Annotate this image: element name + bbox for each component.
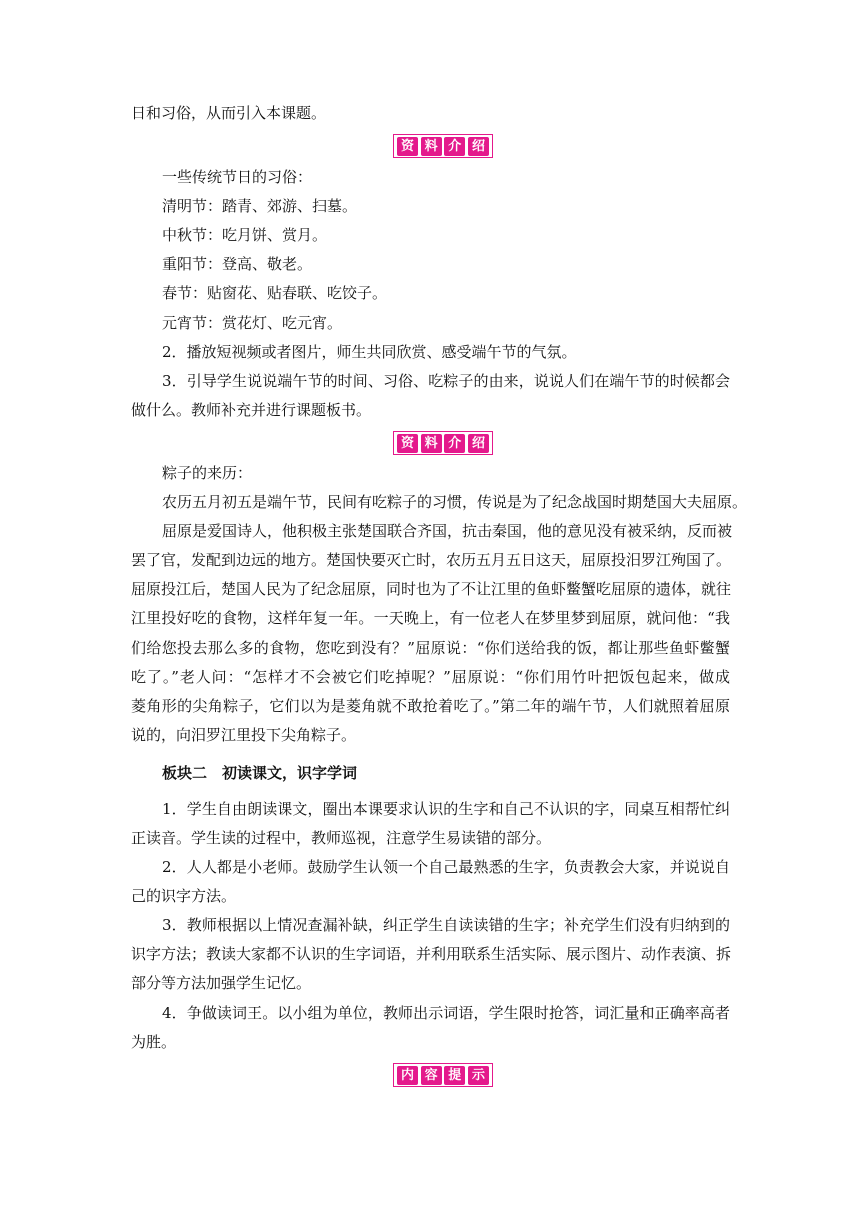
paragraph-line: 中秋节：吃月饼、赏月。 (162, 226, 328, 244)
paragraph-line: 3．教师根据以上情况查漏补缺，纠正学生自读读错的生字；补充学生们没有归纳到的 (162, 916, 730, 934)
resource-intro-badge (395, 135, 491, 157)
paragraph-line: 春节：贴窗花、贴春联、吃饺子。 (162, 284, 388, 302)
paragraph-line: 3．引导学生说说端午节的时间、习俗、吃粽子的由来，说说人们在端午节的时候都会 (162, 372, 730, 390)
badge-char: 绍 (468, 434, 489, 453)
paragraph-line: 正读音。学生读的过程中，教师巡视，注意学生易读错的部分。 (131, 829, 552, 847)
resource-intro-badge (395, 432, 491, 454)
paragraph-line: 罢了官，发配到边远的地方。楚国快要灭亡时，农历五月五日这天，屈原投汨罗江殉国了。 (131, 551, 732, 569)
paragraph-line: 为胜。 (131, 1033, 177, 1051)
paragraph-line: 们给您投去那么多的食物，您吃到没有？”屈原说：“你们送给我的饭，都让那些鱼虾鳖蟹 (131, 639, 730, 657)
badge-char: 提 (444, 1066, 465, 1085)
badge-char: 示 (468, 1066, 489, 1085)
badge-char: 介 (444, 434, 465, 453)
paragraph-line: 部分等方法加强学生记忆。 (131, 974, 312, 992)
badge-char: 资 (397, 434, 418, 453)
paragraph-line: 2．播放短视频或者图片，师生共同欣赏、感受端午节的气氛。 (162, 343, 577, 361)
paragraph-line: 重阳节：登高、敬老。 (162, 255, 313, 273)
paragraph-line: 日和习俗，从而引入本课题。 (131, 104, 327, 122)
paragraph-line: 江里投好吃的食物，这样年复一年。一天晚上，有一位老人在梦里梦到屈原，就问他：“我 (131, 609, 730, 627)
badge-char: 绍 (468, 137, 489, 156)
badge-char: 料 (421, 434, 442, 453)
badge-char: 资 (397, 137, 418, 156)
paragraph-line: 农历五月初五是端午节，民间有吃粽子的习惯，传说是为了纪念战国时期楚国大夫屈原。 (162, 493, 748, 511)
paragraph-line: 2．人人都是小老师。鼓励学生认领一个自己最熟悉的生字，负责教会大家，并说说自 (162, 858, 730, 876)
content-hint-badge (395, 1064, 491, 1086)
paragraph-line: 4．争做读词王。以小组为单位，教师出示词语，学生限时抢答，词汇量和正确率高者 (162, 1004, 730, 1022)
paragraph-line: 清明节：踏青、郊游、扫墓。 (162, 197, 358, 215)
paragraph-line: 屈原投江后，楚国人民为了纪念屈原，同时也为了不让江里的鱼虾鳖蟹吃屈原的遗体，就往 (131, 580, 732, 598)
section-heading: 板块二 初读课文，识字学词 (162, 764, 358, 782)
badge-char: 介 (444, 137, 465, 156)
paragraph-line: 元宵节：赏花灯、吃元宵。 (162, 314, 343, 332)
paragraph-line: 屈原是爱国诗人，他积极主张楚国联合齐国，抗击秦国，他的意见没有被采纳，反而被 (162, 522, 733, 540)
paragraph-line: 菱角形的尖角粽子，它们以为是菱角就不敢抢着吃了。”第二年的端午节，人们就照着屈原 (131, 697, 730, 715)
badge-char: 容 (421, 1066, 442, 1085)
paragraph-line: 一些传统节日的习俗： (162, 168, 313, 186)
badge-char: 内 (397, 1066, 418, 1085)
paragraph-line: 识字方法；教读大家都不认识的生字词语，并利用联系生活实际、展示图片、动作表演、拆 (131, 945, 732, 963)
paragraph-line: 说的，向汨罗江里投下尖角粽子。 (131, 726, 357, 744)
paragraph-line: 1．学生自由朗读课文，圈出本课要求认识的生字和自己不认识的字，同桌互相帮忙纠 (162, 800, 730, 818)
badge-char: 料 (421, 137, 442, 156)
paragraph-line: 做什么。教师补充并进行课题板书。 (131, 401, 372, 419)
paragraph-line: 粽子的来历： (162, 464, 253, 482)
paragraph-line: 己的识字方法。 (131, 887, 237, 905)
paragraph-line: 吃了。”老人问：“怎样才不会被它们吃掉呢？”屈原说：“你们用竹叶把饭包起来，做成 (131, 668, 730, 686)
